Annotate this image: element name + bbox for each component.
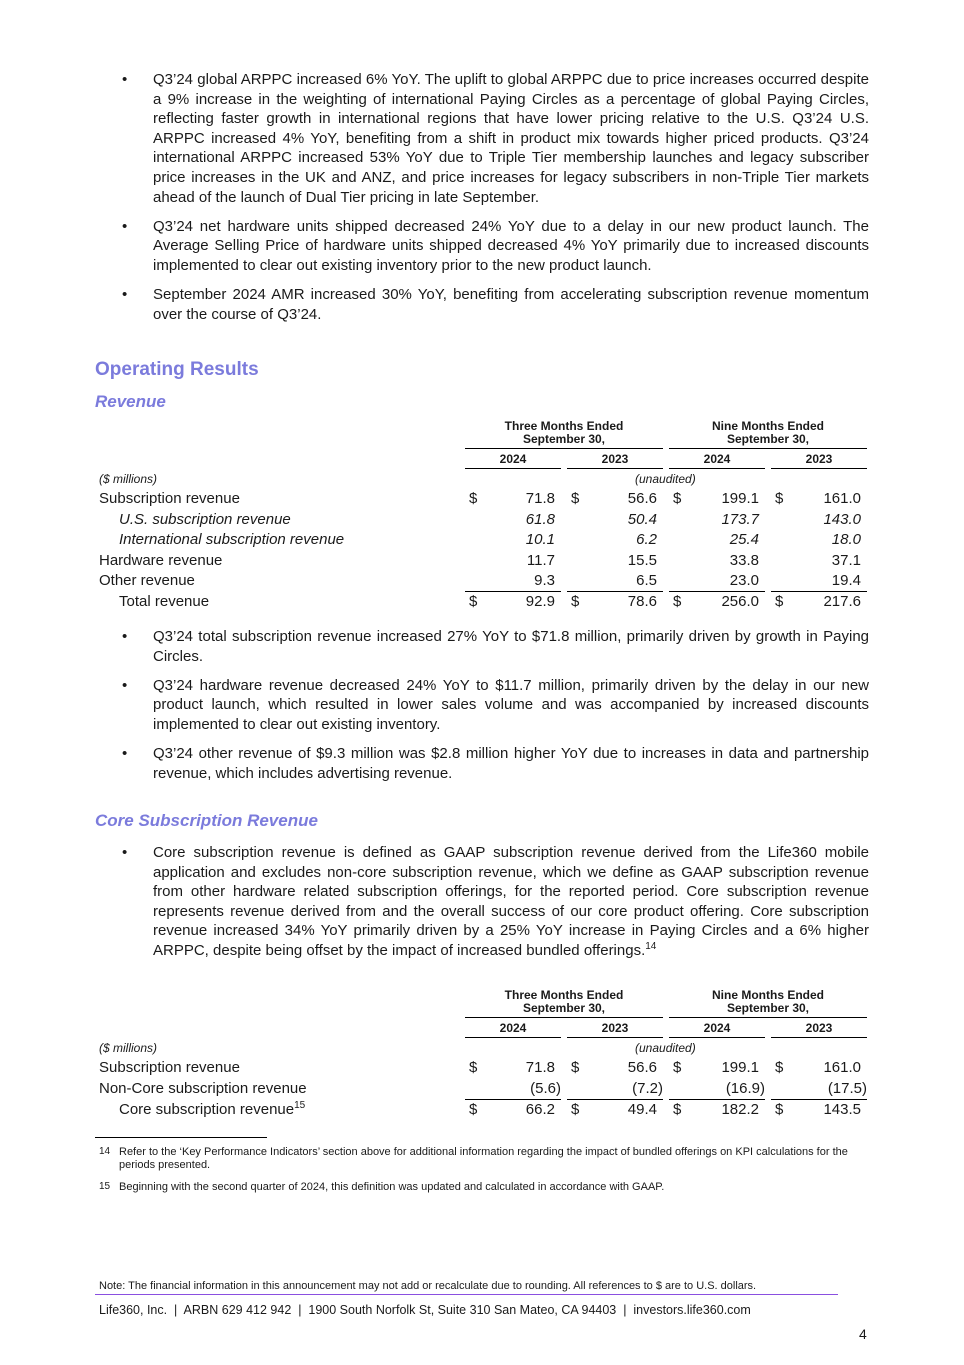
dollar-sign: $ (775, 1101, 784, 1118)
value-cell: (7.2) (632, 1080, 663, 1097)
value-cell: 173.7 (721, 511, 759, 528)
year-header: 2024 (465, 1021, 561, 1038)
value-cell: (16.9) (725, 1080, 765, 1097)
bullet-subscription: • Q3’24 total subscription revenue increased 27% YoY to $71.8 million, primarily driven by growth in Paying Circles. (122, 628, 869, 665)
value-cell: 15.5 (627, 552, 657, 569)
bullet-icon: • (122, 844, 128, 861)
page-footer: Life360, Inc. | ARBN 629 412 942 | 1900 South Norfolk St, Suite 310 San Mateo, CA 94403 | investors.life360.com (99, 1303, 751, 1317)
subtotal-rule (465, 1099, 561, 1100)
subtotal-rule (669, 591, 765, 592)
value-cell: 71.8 (525, 490, 555, 507)
value-cell: 6.5 (636, 572, 657, 589)
dollar-sign: $ (469, 593, 478, 610)
row-label: Subscription revenue (99, 1059, 240, 1076)
value-cell: 50.4 (627, 511, 657, 528)
three-months-header: Three Months Ended September 30, (465, 989, 663, 1018)
subtotal-rule (669, 1099, 765, 1100)
table-row (95, 552, 869, 572)
table-row (95, 1059, 869, 1079)
table-row (95, 531, 869, 551)
value-cell: 217.6 (823, 593, 861, 610)
value-cell: 11.7 (526, 552, 555, 569)
nine-months-header: Nine Months Ended September 30, (669, 420, 867, 449)
dollar-sign: $ (673, 1101, 682, 1118)
footnote (95, 1146, 865, 1172)
bullet-hardware-units: • Q3’24 net hardware units shipped decreased 24% YoY due to a delay in our new product launch. The Average Selling Price of hardware units shipped decreased 4% YoY primarily due to increased discounts implemented to clear out existing inventory prior to the new product launch. (122, 217, 869, 274)
top-bullet-list (95, 70, 869, 334)
bullet-icon: • (122, 676, 128, 694)
footer-rule (95, 1294, 838, 1295)
three-months-header: Three Months Ended September 30, (465, 420, 663, 449)
value-cell: 161.0 (823, 1059, 861, 1076)
subtotal-rule (465, 591, 561, 592)
bullet-icon: • (122, 628, 128, 645)
dollar-sign: $ (571, 490, 580, 507)
value-cell: 143.0 (823, 511, 861, 528)
value-cell: 56.6 (627, 490, 657, 507)
dollar-sign: $ (775, 490, 784, 507)
row-label: Core subscription revenue$^{15}$ (119, 1100, 306, 1118)
unit-label: ($ millions) (99, 472, 158, 486)
value-cell: 23.0 (729, 572, 759, 589)
core-revenue-table (95, 989, 869, 1124)
value-cell: 66.2 (525, 1101, 555, 1118)
value-cell: 9.3 (534, 572, 555, 589)
footnote-text: Beginning with the second quarter of 2024, this definition was updated and calculated in accordance with GAAP. (119, 1181, 665, 1193)
value-cell: (5.6) (530, 1080, 561, 1097)
dollar-sign: $ (571, 1059, 580, 1076)
bullet-icon: • (122, 71, 128, 88)
year-header: 2024 (465, 452, 561, 469)
bullet-hardware: • Q3’24 hardware revenue decreased 24% YoY to $11.7 million, primarily driven by the delay in our new product launch, which resulted in lower sales volume and was accompanied by increased discounts implemented to clear out existing inventory. (122, 676, 869, 733)
bullet-arppc: • Q3’24 global ARPPC increased 6% YoY. The uplift to global ARPPC due to price increases occurred despite a 9% increase in the weighting of international Paying Circles as a percentage of global Paying Circles, reflecting faster growth in international regions that have lower pricing relative to the U.S. Q3’24 U.S. ARPPC increased 4% YoY, benefiting from a shift in product mix towards higher priced products. Q3’24 international ARPPC increased 53% YoY due to Triple Tier membership launches and legacy subscriber price increases in the UK and ANZ, and price increases for legacy subscribers in non-Triple Tier markets ahead of the launch of Dual Tier pricing in late September. (122, 71, 869, 206)
value-cell: 71.8 (525, 1059, 555, 1076)
value-cell: 19.4 (831, 572, 861, 589)
value-cell: 37.1 (831, 552, 861, 569)
value-cell: 199.1 (721, 1059, 759, 1076)
table-row (95, 1080, 869, 1100)
subtotal-rule (567, 591, 663, 592)
unaudited-label: (unaudited) (635, 1041, 696, 1055)
footnote-ref: 14 (645, 940, 657, 952)
dollar-sign: $ (673, 593, 682, 610)
value-cell: 199.1 (721, 490, 759, 507)
dollar-sign: $ (673, 490, 682, 507)
value-cell: 25.4 (729, 531, 759, 548)
revenue-heading: Revenue (95, 392, 166, 411)
page-number: 4 (859, 1326, 867, 1342)
row-label: U.S. subscription revenue (119, 511, 291, 528)
year-header: 2024 (669, 452, 765, 469)
dollar-sign: $ (571, 1101, 580, 1118)
value-cell: 61.8 (525, 511, 555, 528)
dollar-sign: $ (469, 1101, 478, 1118)
row-label: International subscription revenue (119, 531, 345, 548)
year-header: 2024 (669, 1021, 765, 1038)
row-label: Non-Core subscription revenue (99, 1080, 307, 1097)
dollar-sign: $ (775, 1059, 784, 1076)
bullet-icon: • (122, 744, 128, 762)
row-label: Other revenue (99, 572, 195, 589)
table-row (95, 490, 869, 510)
revenue-bullet-list (95, 627, 869, 793)
value-cell: 78.6 (627, 593, 657, 610)
year-header: 2023 (567, 1021, 663, 1038)
core-subscription-heading: Core Subscription Revenue (95, 811, 318, 830)
core-bullet-list (95, 843, 869, 970)
row-label: Hardware revenue (99, 552, 223, 569)
subtotal-rule (771, 1099, 867, 1100)
table-row (95, 572, 869, 592)
value-cell: 49.4 (627, 1101, 657, 1118)
footnote-text: Refer to the ‘Key Performance Indicators’ section above for additional information regarding the impact of bundled offerings on KPI calculations for the periods presented. (119, 1146, 848, 1171)
bullet-icon: • (122, 217, 128, 235)
rounding-note: Note: The financial information in this announcement may not add or recalculate due to rounding. All references to $ are to U.S. dollars. (99, 1280, 757, 1292)
value-cell: 56.6 (627, 1059, 657, 1076)
subtotal-rule (771, 591, 867, 592)
table-row-total (95, 1101, 869, 1121)
dollar-sign: $ (469, 490, 478, 507)
value-cell: 18.0 (831, 531, 861, 548)
nine-months-header: Nine Months Ended September 30, (669, 989, 867, 1018)
bullet-core-definition: • Core subscription revenue is defined as GAAP subscription revenue derived from the Life360 mobile application and excludes non-core subscription revenue, which we define as GAAP subscription revenue from other hardware related subscription offerings, for the reported period. Core subscription revenue represents revenue derived from and the overall success of our core product offering. Core subscription revenue increased 34% YoY primarily driven by a 25% YoY increase in Paying Circles and a 6% higher ARPPC, despite being offset by the impact of increased bundled offerings.$^{14}$ (122, 844, 869, 959)
dollar-sign: $ (571, 593, 580, 610)
value-cell: 256.0 (721, 593, 759, 610)
footnote (95, 1181, 865, 1195)
row-label: Subscription revenue (99, 490, 240, 507)
unaudited-label: (unaudited) (635, 472, 696, 486)
value-cell: 6.2 (636, 531, 657, 548)
table-row (95, 511, 869, 531)
value-cell: (17.5) (827, 1080, 867, 1097)
year-header: 2023 (771, 452, 867, 469)
year-header: 2023 (567, 452, 663, 469)
bullet-icon: • (122, 285, 128, 303)
operating-results-heading: Operating Results (95, 359, 259, 380)
value-cell: 92.9 (525, 593, 555, 610)
row-label: Total revenue (119, 593, 210, 610)
footnote-number: 15 (99, 1181, 111, 1192)
bullet-other: • Q3’24 other revenue of $9.3 million was $2.8 million higher YoY due to increases in data and partnership revenue, which includes advertising revenue. (122, 744, 869, 782)
dollar-sign: $ (775, 593, 784, 610)
table-row-total (95, 593, 869, 613)
footnote-ref: 15 (294, 1100, 306, 1111)
value-cell: 10.1 (525, 531, 555, 548)
subtotal-rule (567, 1099, 663, 1100)
value-cell: 182.2 (721, 1101, 759, 1118)
revenue-table (95, 420, 869, 615)
unit-label: ($ millions) (99, 1041, 158, 1055)
footnote-rule (95, 1137, 267, 1138)
footnote-number: 14 (99, 1146, 111, 1157)
value-cell: 33.8 (729, 552, 759, 569)
year-header: 2023 (771, 1021, 867, 1038)
dollar-sign: $ (673, 1059, 682, 1076)
value-cell: 143.5 (823, 1101, 861, 1118)
bullet-amr: • September 2024 AMR increased 30% YoY, benefiting from accelerating subscription revenue momentum over the course of Q3’24. (122, 285, 869, 323)
value-cell: 161.0 (823, 490, 861, 507)
dollar-sign: $ (469, 1059, 478, 1076)
